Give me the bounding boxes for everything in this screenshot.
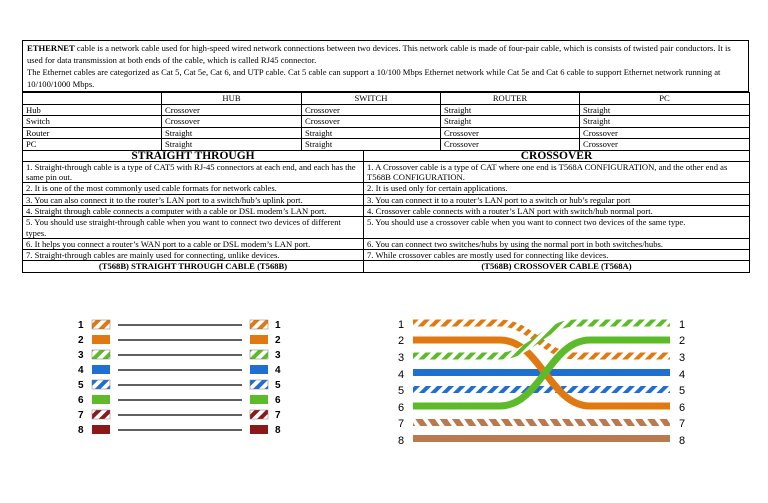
pin-label: 5 (398, 385, 405, 397)
matrix-cell: Crossover (441, 139, 580, 151)
pin-label: 1 (679, 319, 686, 331)
matrix-cell: Crossover (162, 104, 302, 116)
wire-swatch (92, 365, 110, 374)
matrix-cell: Crossover (441, 127, 580, 139)
pin-label: 1 (398, 319, 405, 331)
matrix-cell: Router (23, 127, 162, 139)
cable-footer-row (23, 261, 750, 272)
pin-label: 5 (679, 385, 686, 397)
crossover-heading: CROSSOVER (364, 151, 750, 162)
crossover-note: 6. You can connect two switches/hubs by using the normal port in both switches/hubs. (364, 238, 750, 249)
wire-swatch (92, 335, 110, 344)
straight-pin-row (78, 320, 281, 331)
pin-label: 3 (679, 352, 686, 364)
matrix-cell: Straight (302, 127, 441, 139)
straight-note: 3. You can also connect it to the router’s LAN port to a switch/hub’s uplink port. (23, 194, 364, 205)
intro-lead: ETHERNET (27, 43, 75, 53)
crossover-left-pins (398, 319, 404, 447)
matrix-cell: Hub (23, 104, 162, 116)
matrix-row (23, 139, 750, 151)
pin-label: 4 (275, 365, 281, 376)
straight-note: 5. You should use straight-through cable when you want to connect two devices of different types. (23, 217, 364, 239)
wire-swatch (250, 410, 268, 419)
crossover-note: 3. You can connect it to a router’s LAN port to a switch or hub’s regular port (364, 194, 750, 205)
matrix-col-switch: SWITCH (302, 93, 441, 105)
matrix-row (23, 127, 750, 139)
pin-label: 3 (398, 352, 405, 364)
matrix-cell: Straight (441, 104, 580, 116)
straight-note: 4. Straight through cable connects a computer with a cable or DSL modem’s LAN port. (23, 205, 364, 216)
intro-line1: cable is a network cable used for high-speed wired network connections between two devices. This network cable is made of four-pair cable, which is consists of twisted pair conductors. It is used for data transmission at both ends of the cable, which is called RJ45 connector. (27, 43, 731, 65)
straight-note: 1. Straight-through cable is a type of CAT5 with RJ-45 connectors at each end, and each has the same pin out. (23, 161, 364, 183)
note-row (23, 183, 750, 194)
pin-label: 1 (275, 320, 281, 331)
matrix-cell: Switch (23, 116, 162, 128)
wire-swatch (92, 350, 110, 359)
straight-pin-row (78, 395, 281, 406)
wire-swatch (92, 410, 110, 419)
note-row (23, 161, 750, 183)
matrix-row (23, 116, 750, 128)
wiring-diagram (0, 314, 768, 503)
wire-pin7-white-brown (413, 419, 670, 426)
matrix-cell: Straight (302, 139, 441, 151)
pin-label: 7 (275, 410, 281, 421)
pin-label: 7 (679, 418, 686, 430)
matrix-header-row (23, 93, 750, 105)
pin-label: 4 (78, 365, 84, 376)
wire-swatch (250, 380, 268, 389)
pin-label: 4 (679, 369, 686, 381)
crossover-note: 1. A Crossover cable is a type of CAT where one end is T568A CONFIGURATION, and the other end as T568B CONFIGURATION. (364, 161, 750, 183)
wire-swatch (250, 365, 268, 374)
document (22, 40, 749, 273)
straight-pin-row (78, 335, 281, 346)
pin-label: 4 (398, 369, 405, 381)
matrix-col-router: ROUTER (441, 93, 580, 105)
note-row (23, 238, 750, 249)
pin-label: 2 (78, 335, 84, 346)
wire-swatch (250, 395, 268, 404)
straight-note: 6. It helps you connect a router’s WAN port to a cable or DSL modem’s LAN port. (23, 238, 364, 249)
intro-line2: The Ethernet cables are categorized as Cat 5, Cat 5e, Cat 6, and UTP cable. Cat 5 cable can support a 10/100 Mbps Ethernet network while Cat 5e and Cat 6 cable to support Ethernet network running at 10/100/1000 Mbps. (27, 67, 721, 89)
straight-pin-row (78, 350, 281, 361)
wire-swatch (250, 335, 268, 344)
matrix-col-pc: PC (580, 93, 750, 105)
crossover-right-pins (679, 319, 685, 447)
matrix-cell: Straight (441, 116, 580, 128)
pin-label: 6 (78, 395, 84, 406)
wire-swatch (250, 350, 268, 359)
pin-label: 8 (679, 435, 686, 447)
crossover-diagram (398, 319, 685, 447)
wire-swatch (92, 425, 110, 434)
matrix-cell: PC (23, 139, 162, 151)
note-row (23, 194, 750, 205)
crossover-note: 4. Crossover cable connects with a router’s LAN port with switch/hub normal port. (364, 205, 750, 216)
pin-label: 8 (398, 435, 405, 447)
straight-note: 2. It is one of the most commonly used cable formats for network cables. (23, 183, 364, 194)
matrix-col-0 (23, 93, 162, 105)
crossover-footer: (T568B) CROSSOVER CABLE (T568A) (364, 261, 750, 272)
wire-pin5-white-blue (413, 386, 670, 393)
straight-pin-row (78, 410, 281, 421)
straight-note: 7. Straight-through cables are mainly used for connecting, unlike devices. (23, 250, 364, 261)
pin-label: 3 (275, 350, 281, 361)
pin-label: 3 (78, 350, 84, 361)
wire-swatch (250, 320, 268, 329)
pin-label: 8 (275, 425, 281, 436)
wire-swatch (92, 320, 110, 329)
crossover-note: 7. While crossover cables are mostly used for connecting like devices. (364, 250, 750, 261)
pin-label: 7 (78, 410, 84, 421)
pin-label: 2 (679, 335, 686, 347)
straight-through-diagram (78, 320, 281, 436)
matrix-cell: Straight (162, 127, 302, 139)
pin-label: 7 (398, 418, 405, 430)
matrix-cell: Crossover (162, 116, 302, 128)
pin-label: 6 (679, 402, 686, 414)
pin-label: 8 (78, 425, 84, 436)
crossover-note: 2. It is used only for certain applications. (364, 183, 750, 194)
straight-pin-row (78, 425, 281, 436)
pin-label: 5 (78, 380, 84, 391)
intro-paragraph (22, 40, 749, 92)
straight-heading: STRAIGHT THROUGH (23, 151, 364, 162)
pin-label: 1 (78, 320, 84, 331)
comparison-table (22, 151, 750, 273)
pin-label: 2 (398, 335, 405, 347)
pin-label: 5 (275, 380, 281, 391)
wire-pin8-brown (413, 435, 670, 442)
note-row (23, 250, 750, 261)
crossover-note: 5. You should use a crossover cable when you want to connect two devices of the same type. (364, 217, 750, 239)
matrix-cell: Crossover (580, 139, 750, 151)
wire-swatch (92, 395, 110, 404)
matrix-col-hub: HUB (162, 93, 302, 105)
matrix-cell: Straight (580, 104, 750, 116)
wire-swatch (250, 425, 268, 434)
pin-label: 2 (275, 335, 281, 346)
connection-matrix (22, 92, 750, 151)
matrix-cell: Crossover (580, 127, 750, 139)
matrix-cell: Crossover (302, 116, 441, 128)
matrix-cell: Straight (162, 139, 302, 151)
wire-swatch (92, 380, 110, 389)
note-row (23, 205, 750, 216)
matrix-cell: Crossover (302, 104, 441, 116)
straight-footer: (T568B) STRAIGHT THROUGH CABLE (T568B) (23, 261, 364, 272)
pin-label: 6 (275, 395, 281, 406)
note-row (23, 217, 750, 239)
matrix-row (23, 104, 750, 116)
matrix-cell: Straight (580, 116, 750, 128)
pin-label: 6 (398, 402, 405, 414)
comparison-headings (23, 151, 750, 162)
straight-pin-row (78, 380, 281, 391)
straight-pin-row (78, 365, 281, 376)
